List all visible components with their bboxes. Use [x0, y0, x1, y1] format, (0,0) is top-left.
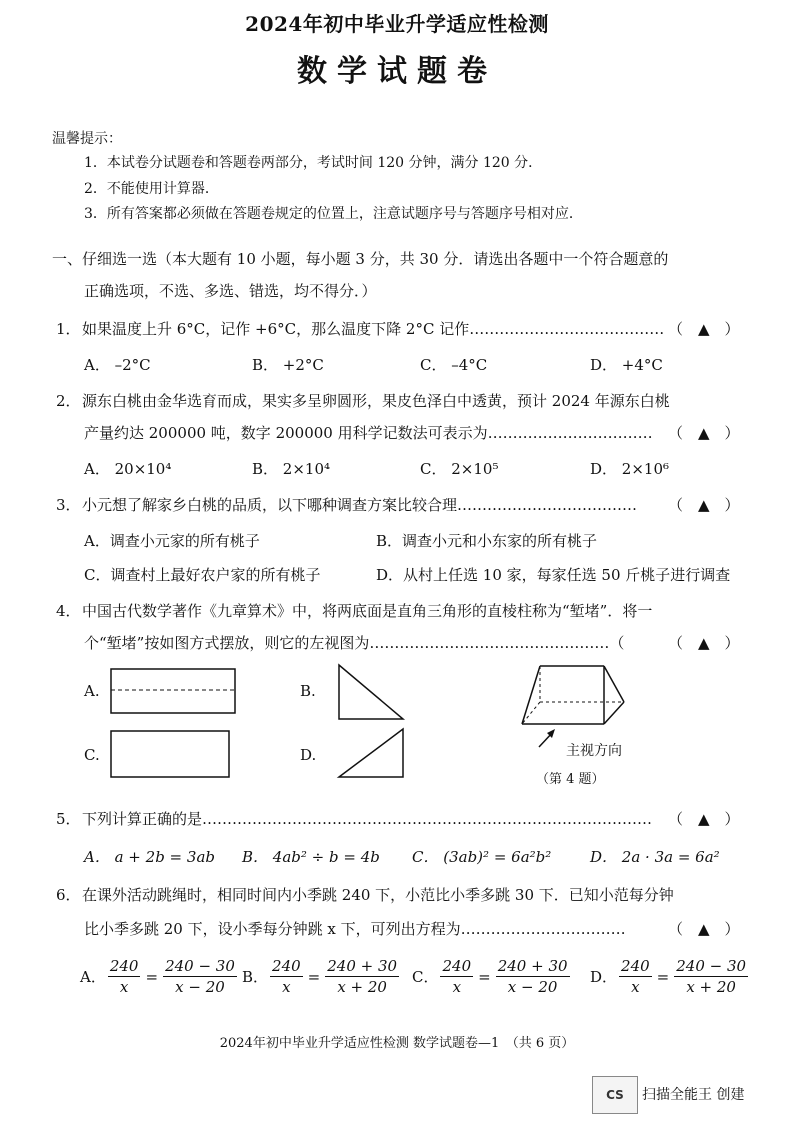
question-stem: 小元想了解家乡白桃的品质，以下哪种调查方案比较合理……………………………… — [82, 496, 638, 514]
scanner-watermark: 扫描全能王 创建 — [642, 1087, 745, 1103]
answer-mark: （ ▲ ） — [668, 424, 740, 442]
option-d-triangle-figure — [338, 728, 404, 778]
denominator: x + 20 — [337, 978, 387, 996]
numerator: 240 − 30 — [676, 957, 747, 975]
question-stem: 在课外活动跳绳时，相同时间内小季跳 240 下，小范比小季多跳 30 下．已知小范每分钟 — [82, 886, 674, 904]
notice-heading: 温馨提示： — [52, 131, 122, 147]
option-b: B．调查小元和小东家的所有桃子 — [376, 532, 598, 550]
numerator: 240 + 30 — [497, 957, 568, 975]
question-number: 3． — [56, 496, 81, 514]
option-label: A． — [80, 968, 106, 986]
option-c: C． –4°C — [420, 356, 488, 374]
notice-item: 2．不能使用计算器． — [84, 181, 219, 197]
notice-item: 3．所有答案都必须做在答题卷规定的位置上，注意试题序号与答题序号相对应． — [84, 206, 583, 222]
view-direction-label: 主视方向 — [566, 743, 622, 759]
numerator: 240 — [109, 957, 139, 975]
option-c: C． $\frac{240}{x}$ = $\frac{240 + 30}{x - 20}$ — [412, 957, 568, 996]
option-a: A．调查小元家的所有桃子 — [84, 532, 260, 550]
option-a: A． –2°C — [84, 356, 151, 374]
option-d: D． $\frac{240}{x}$ = $\frac{240 - 30}{x + 20}$ — [590, 957, 747, 996]
question-stem: 比小季多跳 20 下，设小季每分钟跳 x 下，可列出方程为…………………………… — [84, 920, 626, 938]
question-number: 1． — [56, 320, 81, 338]
question-stem: 如果温度上升 6°C，记作 +6°C，那么温度下降 2°C 记作………………………………… — [82, 320, 665, 338]
scanner-logo: CS — [592, 1076, 638, 1114]
option-a: A． $\frac{240}{x}$ = $\frac{240 - 30}{x - 20}$ — [80, 957, 235, 996]
question-stem: 个“堑堵”按如图方式摆放，则它的左视图为…………………………………………（ — [84, 634, 625, 652]
answer-mark: （ ▲ ） — [668, 920, 740, 938]
answer-mark: （ ▲ ） — [668, 320, 740, 338]
answer-mark: （ ▲ ） — [668, 634, 740, 652]
option-d: D．从村上任选 10 家，每家任选 50 斤桃子进行调查 — [376, 566, 731, 584]
option-b: B． 4ab² ÷ b = 4b — [242, 848, 380, 866]
denominator: x — [452, 978, 462, 996]
question-number: 4． — [56, 602, 81, 620]
option-c-rectangle-figure — [110, 730, 230, 778]
numerator: 240 — [442, 957, 472, 975]
question-stem: 产量约达 200000 吨，数字 200000 用科学记数法可表示为…………………………… — [84, 424, 653, 442]
exam-title: 2024年初中毕业升学适应性检测 — [245, 12, 549, 36]
option-a-label: A. — [84, 682, 100, 700]
option-a: A． a + 2b = 3ab — [84, 848, 215, 866]
view-direction-arrow-icon — [538, 728, 558, 748]
numerator: 240 — [621, 957, 650, 975]
question-stem: 源东白桃由金华选育而成，果实多呈卵圆形，果皮色泽白中透黄，预计 2024 年源东白桃 — [82, 392, 670, 410]
question-number: 2． — [56, 392, 81, 410]
answer-mark: （ ▲ ） — [668, 496, 740, 514]
option-b-triangle-figure — [338, 664, 404, 720]
numerator: 240 − 30 — [165, 957, 235, 975]
option-d: D． 2×10⁶ — [590, 460, 670, 478]
notice-item: 1．本试卷分试题卷和答题卷两部分，考试时间 120 分钟，满分 120 分． — [84, 155, 543, 171]
option-a-rectangle-dashed-figure — [110, 668, 236, 714]
option-label: D． — [590, 968, 618, 986]
option-d: D． +4°C — [590, 356, 663, 374]
denominator: x − 20 — [507, 978, 558, 996]
option-d: D． 2a · 3a = 6a² — [590, 848, 720, 866]
question-stem: 下列计算正确的是……………………………………………………………………………… — [82, 810, 653, 828]
denominator: x — [631, 978, 640, 996]
section-heading: 一、仔细选一选（本大题有 10 小题，每小题 3 分，共 30 分．请选出各题中一个符合题意的 — [52, 250, 669, 268]
denominator: x − 20 — [175, 978, 225, 996]
option-label: B． — [242, 968, 269, 986]
answer-mark: （ ▲ ） — [668, 810, 740, 828]
question-number: 5． — [56, 810, 81, 828]
option-label: C． — [412, 968, 439, 986]
option-b: B． +2°C — [252, 356, 324, 374]
option-a: A． 20×10⁴ — [84, 460, 172, 478]
question-number: 6． — [56, 886, 81, 904]
option-d-label: D. — [300, 746, 317, 764]
denominator: x — [119, 978, 129, 996]
option-b-label: B. — [300, 682, 316, 700]
option-c-label: C. — [84, 746, 100, 764]
question-stem: 中国古代数学著作《九章算术》中，将两底面是直角三角形的直棱柱称为“堑堵”．将一 — [82, 602, 653, 620]
option-b: B． 2×10⁴ — [252, 460, 331, 478]
paper-title: 数学试题卷 — [297, 54, 497, 89]
numerator: 240 + 30 — [327, 957, 398, 975]
figure-caption: （第 4 题） — [536, 772, 605, 787]
option-c: C． (3ab)² = 6a²b² — [412, 848, 552, 866]
section-instruction: 正确选项，不选、多选、错选，均不得分．） — [84, 282, 377, 300]
option-b: B． $\frac{240}{x}$ = $\frac{240 + 30}{x + 20}$ — [242, 957, 398, 996]
option-c: C．调查村上最好农户家的所有桃子 — [84, 566, 321, 584]
option-c: C． 2×10⁵ — [420, 460, 499, 478]
page-footer: 2024年初中毕业升学适应性检测 数学试题卷—1 （共 6 页） — [219, 1036, 575, 1051]
numerator: 240 — [272, 957, 301, 975]
denominator: x — [282, 978, 291, 996]
prism-figure — [520, 660, 630, 752]
denominator: x + 20 — [686, 978, 736, 996]
